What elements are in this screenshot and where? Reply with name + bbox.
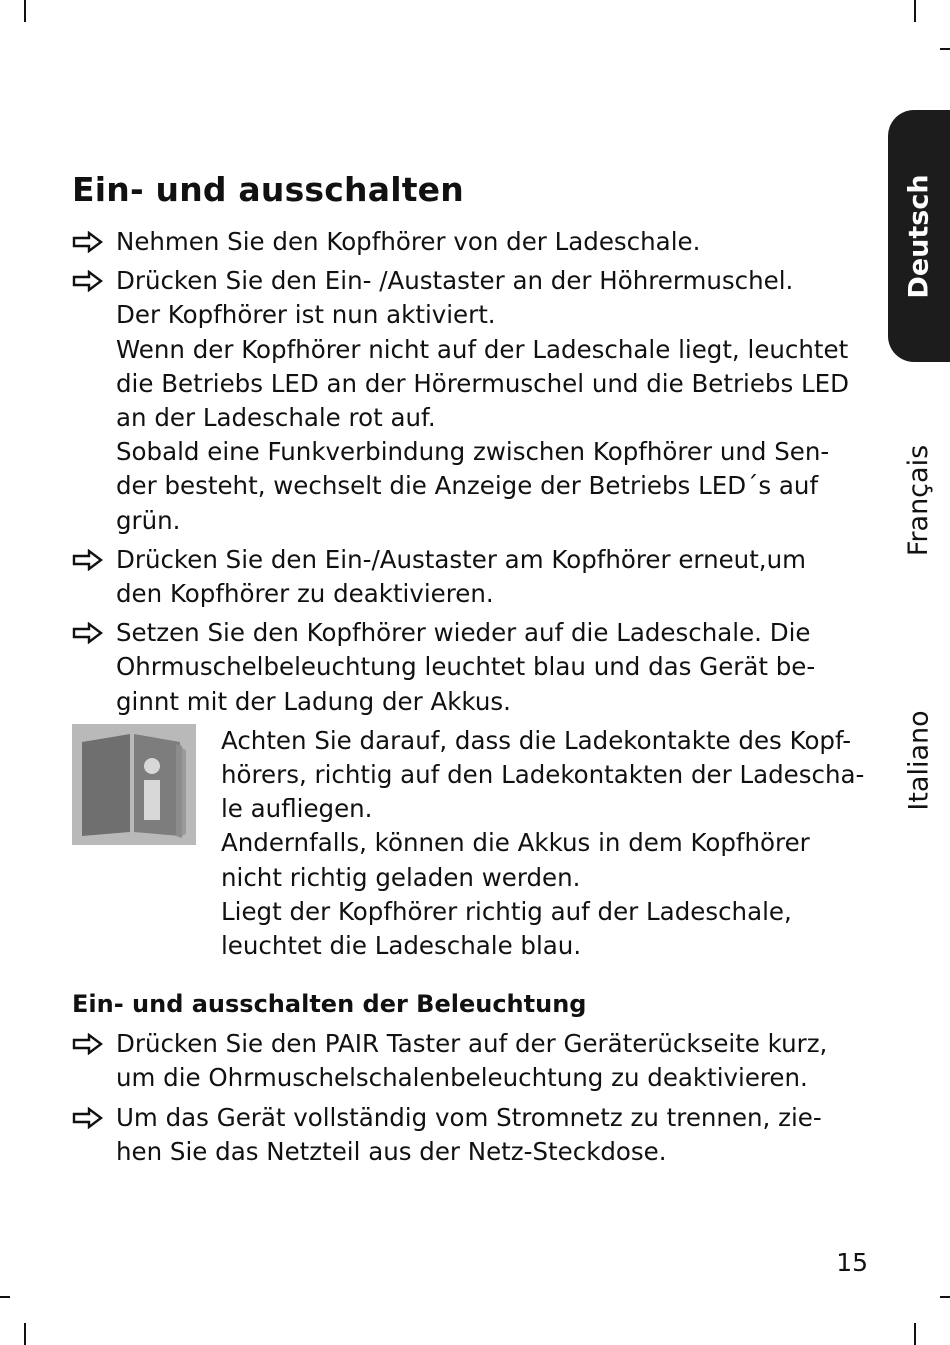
hollow-arrow-icon xyxy=(72,549,104,571)
list-item xyxy=(72,1027,872,1095)
info-book-icon xyxy=(72,724,196,845)
tab-label: Italiano xyxy=(903,709,935,811)
instruction-list-lighting xyxy=(72,1027,872,1169)
tab-label: Français xyxy=(903,444,935,556)
hollow-arrow-icon xyxy=(72,622,104,644)
section-subtitle: Ein- und ausschalten der Beleuchtung xyxy=(72,990,587,1019)
info-note xyxy=(72,724,872,963)
list-item xyxy=(72,264,872,538)
list-item-text: Drücken Sie den PAIR Taster auf der Geräterückseite kurz, um die Ohrmuschelschalenbeleuchtung zu deaktivieren. xyxy=(116,1029,828,1093)
tab-label: Deutsch xyxy=(903,173,935,299)
hollow-arrow-icon xyxy=(72,270,104,292)
hollow-arrow-icon xyxy=(72,1107,104,1129)
crop-mark xyxy=(0,1296,10,1298)
list-item xyxy=(72,225,872,259)
crop-mark xyxy=(914,0,916,22)
hollow-arrow-icon xyxy=(72,1033,104,1055)
list-item-text: Setzen Sie den Kopfhörer wieder auf die Ladeschale. Die Ohrmuschelbeleuchtung leuchtet blau und das Gerät be- ginnt mit der Ladung der Akkus. xyxy=(116,618,816,716)
list-item xyxy=(72,616,872,719)
crop-mark xyxy=(24,1323,26,1345)
tab-deutsch[interactable] xyxy=(888,110,950,362)
hollow-arrow-icon xyxy=(72,231,104,253)
page-content xyxy=(72,168,872,1174)
list-item-text: Drücken Sie den Ein- /Austaster an der Höhrermuschel. Der Kopfhörer ist nun aktiviert. Wenn der Kopfhörer nicht auf der Ladeschale liegt, leuchtet die Betriebs LED an der Hörermuschel und die Betriebs LED an der Ladeschale rot auf. Sobald eine Funkverbindung zwischen Kopfhörer und Sen- der besteht, wechselt die Anzeige der Betriebs LED´s auf grün. xyxy=(116,266,850,535)
list-item-text: Drücken Sie den Ein-/Austaster am Kopfhörer erneut,um den Kopfhörer zu deaktivieren. xyxy=(116,544,806,609)
tab-italiano[interactable] xyxy=(888,670,950,850)
crop-mark xyxy=(940,48,950,50)
list-item xyxy=(72,543,872,611)
crop-mark xyxy=(940,1296,950,1298)
tab-francais[interactable] xyxy=(888,410,950,590)
language-sidebar xyxy=(888,110,950,810)
info-note-text: Achten Sie darauf, dass die Ladekontakte des Kopf- hörers, richtig auf den Ladekontakten der Ladescha- le aufliegen. Andernfalls, können die Akkus in dem Kopfhörer nicht richtig geladen werden. Liegt der Kopfhörer richtig auf der Ladeschale, leuchtet die Ladeschale blau. xyxy=(221,725,865,961)
section-title: Ein- und ausschalten xyxy=(72,170,464,209)
list-item-text: Nehmen Sie den Kopfhörer von der Ladeschale. xyxy=(116,227,701,256)
page-number: 15 xyxy=(836,1248,868,1277)
instruction-list xyxy=(72,225,872,719)
list-item-text: Um das Gerät vollständig vom Stromnetz zu trennen, zie- hen Sie das Netzteil aus der Netz-Steckdose. xyxy=(116,1102,822,1166)
crop-mark xyxy=(24,0,26,22)
list-item xyxy=(72,1101,872,1169)
crop-mark xyxy=(914,1323,916,1345)
